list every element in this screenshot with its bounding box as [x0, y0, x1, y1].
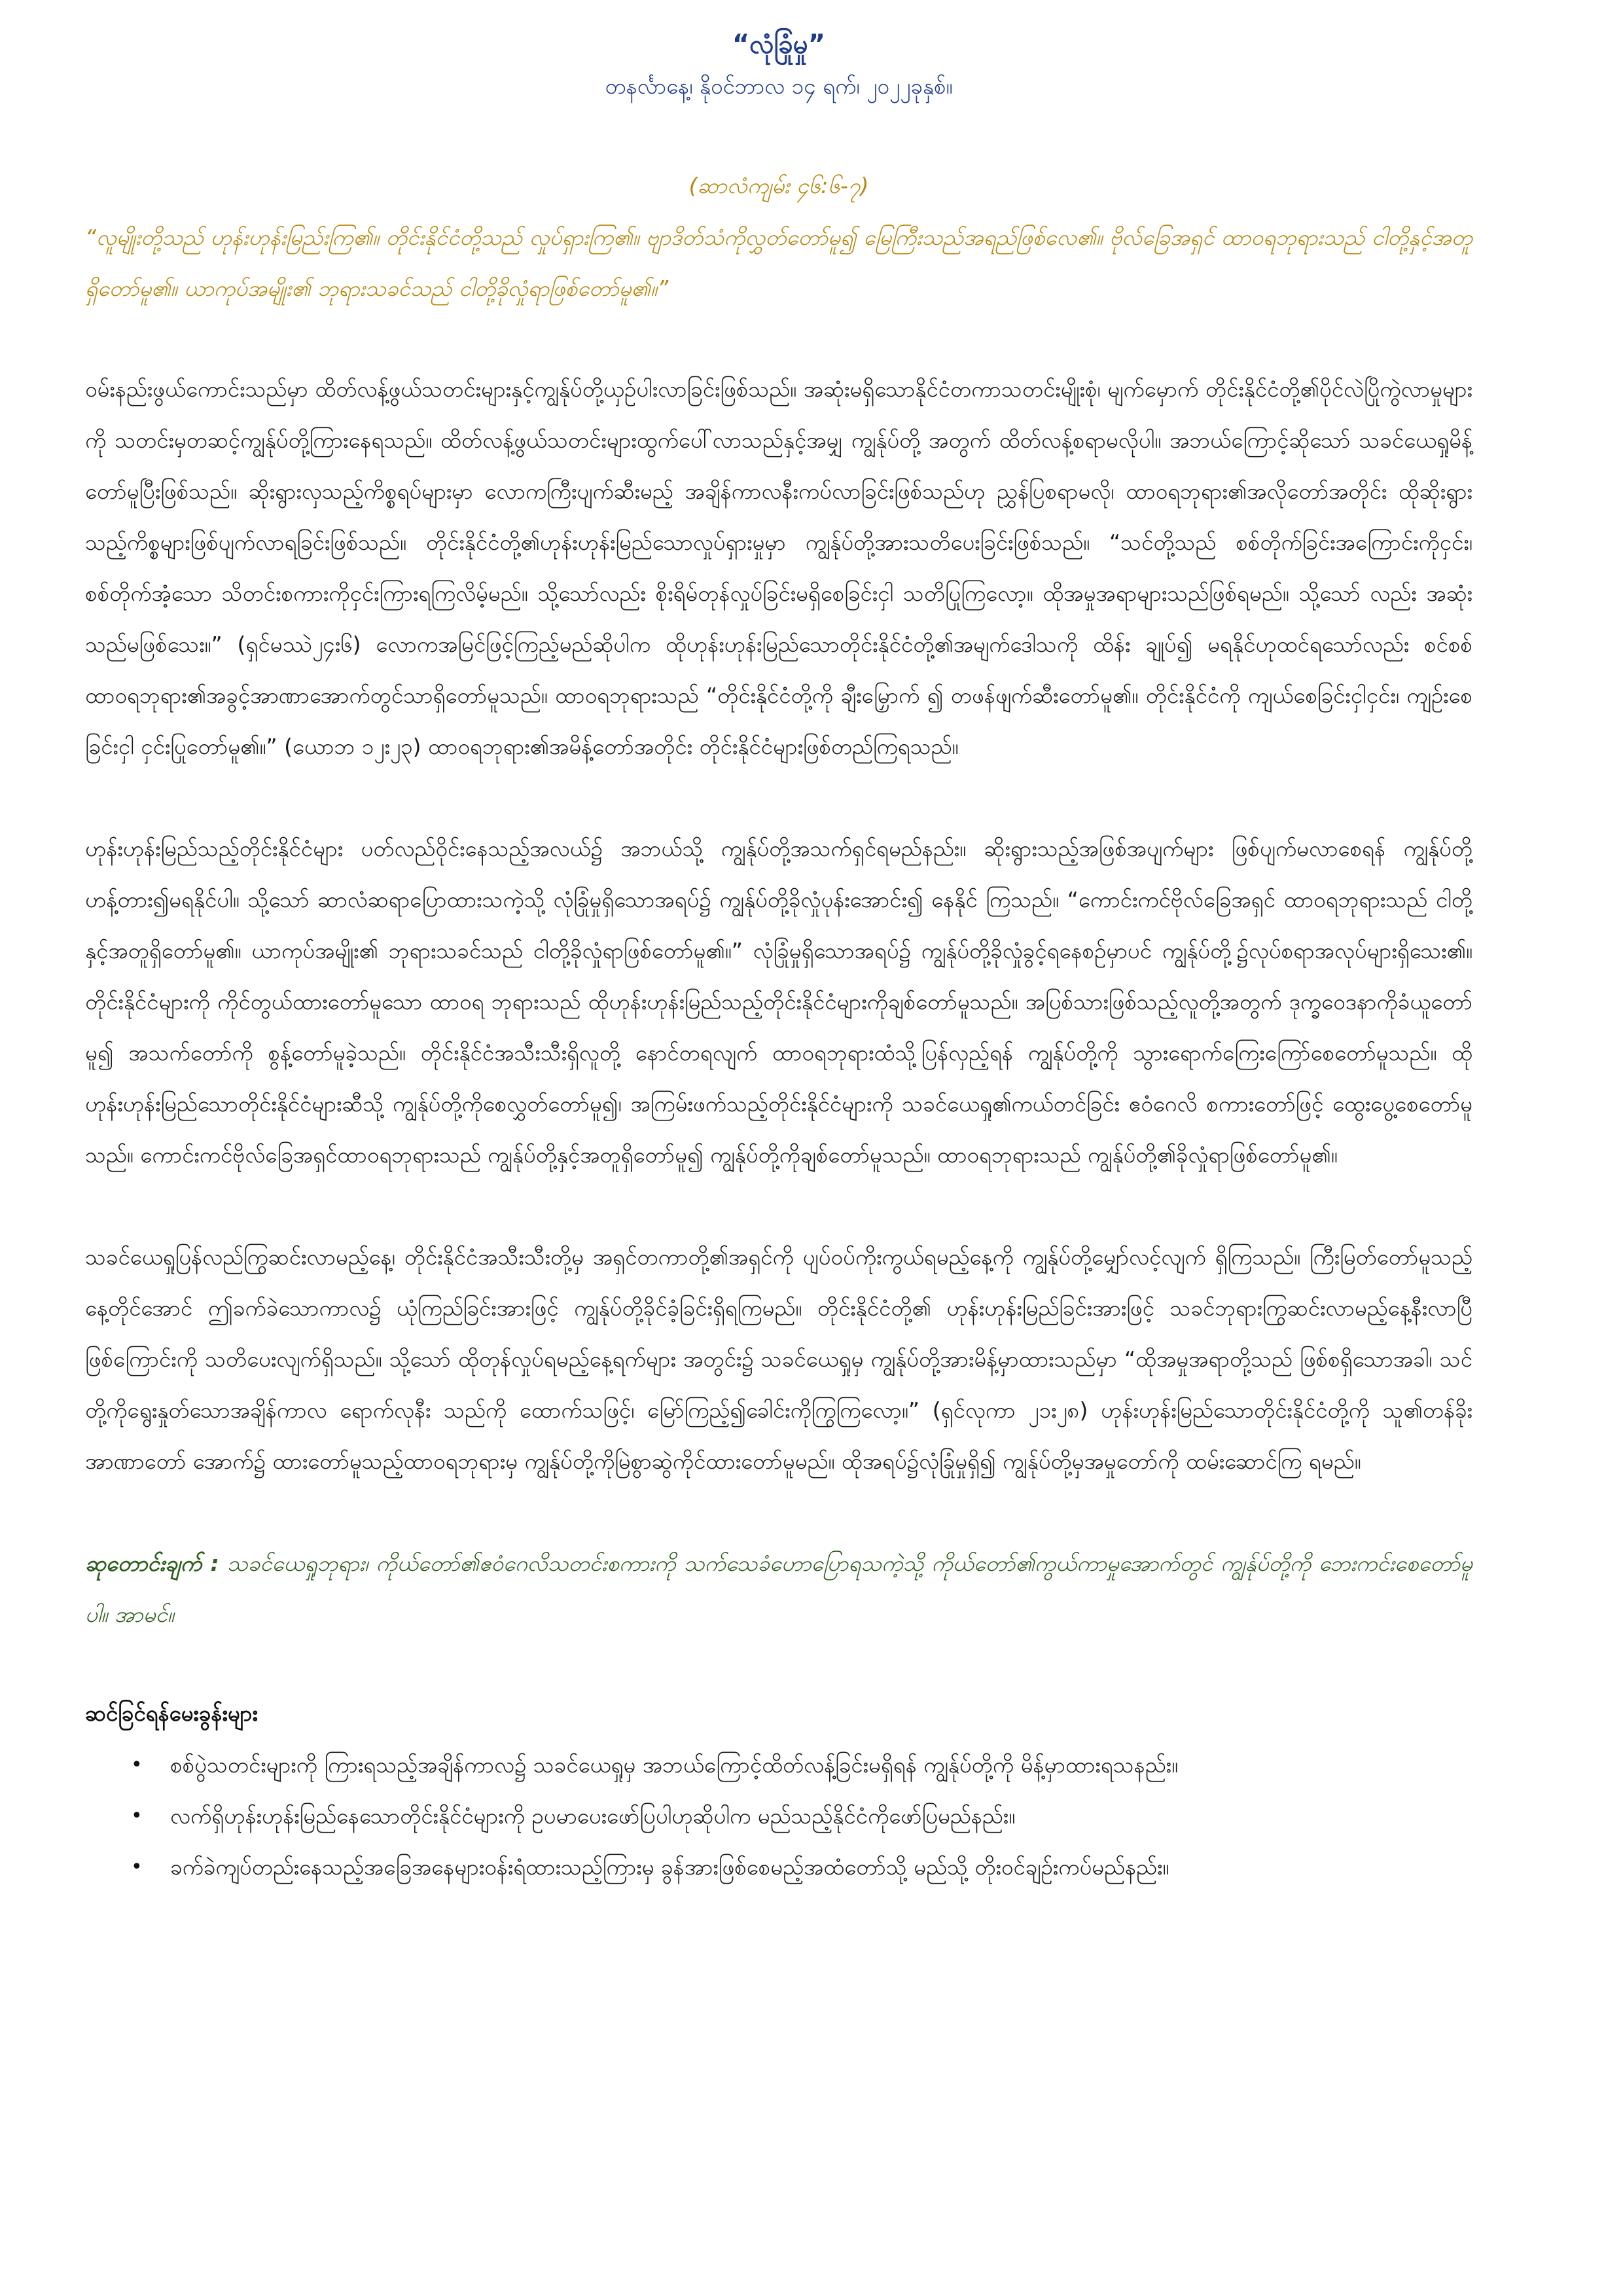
prayer-text: သခင်ယေရှုဘုရား၊ ကိုယ်တော်၏ဧဝံဂေလိသတင်းစကားကို သက်သေခံဟောပြောရသကဲ့သို့ ကိုယ်တော်၏ကွယ်ကာမှုအောက်တွင် ကျွန်ုပ်တို့ကို ဘေးကင်းစေတော်မူပါ။ အာမင်။	[85, 1551, 1473, 1627]
question-text: လက်ရှိဟုန်းဟုန်းမြည်နေသောတိုင်းနိုင်ငံများကို ဥပမာပေးဖော်ပြပါဟုဆိုပါက မည်သည့်နိုင်ငံကိုဖော်ပြမည်နည်း။	[170, 1803, 1016, 1829]
bullet-icon: •	[131, 1753, 143, 1776]
verse-reference: (ဆာလံကျမ်း ၄၆:၆-၇)	[688, 173, 869, 198]
prayer-block	[85, 1538, 1472, 1640]
questions-heading: ဆင်ခြင်ရန်မေးခွန်းများ	[85, 1700, 258, 1726]
page-date: တနင်္လာနေ့၊ နိုဝင်ဘာလ ၁၄ ရက်၊ ၂၀၂၂ခုနှစ်။	[605, 73, 953, 99]
body-paragraph-2: ဟုန်းဟုန်းမြည်သည့်တိုင်းနိုင်ငံများ ပတ်လည်ဝိုင်းနေသည့်အလယ်၌ အဘယ်သို့ ကျွန်ုပ်တို့အသက်ရှင်ရမည်နည်း။ ဆိုးရွားသည့်အဖြစ်အပျက်များ ဖြစ်ပျက်မလာစေရန် ကျွန်ုပ်တို့ဟန့်တား၍မရနိုင်ပါ။ သို့သော် ဆာလံဆရာပြောထားသကဲ့သို့ လုံခြုံမှုရှိသောအရပ်၌ ကျွန်ုပ်တို့ခိုလှုံပုန်းအောင်း၍ နေနိုင် ကြသည်။ “ကောင်းကင်ဗိုလ်ခြေအရှင် ထာဝရဘုရားသည် ငါတို့နှင့်အတူရှိတော်မူ၏။ ယာကုပ်အမျိုး၏ ဘုရားသခင်သည် ငါတို့ခိုလှုံရာဖြစ်တော်မူ၏။” လုံခြုံမှုရှိသောအရပ်၌ ကျွန်ုပ်တို့ခိုလှုံခွင့်ရနေစဉ်မှာပင် ကျွန်ုပ်တို့၌လုပ်စရာအလုပ်များရှိသေး၏။ တိုင်းနိုင်ငံများကို ကိုင်တွယ်ထားတော်မူသော ထာဝရ ဘုရားသည် ထိုဟုန်းဟုန်းမြည်သည့်တိုင်းနိုင်ငံများကိုချစ်တော်မူသည်။ အပြစ်သားဖြစ်သည့်လူတို့အတွက် ဒုက္ခဝေဒနာကိုခံယူတော်မူ၍ အသက်တော်ကို စွန့်တော်မူခဲ့သည်။ တိုင်းနိုင်ငံအသီးသီးရှိလူတို့ နောင်တရလျက် ထာဝရဘုရားထံသို့ပြန်လှည့်ရန် ကျွန်ုပ်တို့ကို သွားရောက်ကြေးကြော်စေတော်မူသည်။ ထိုဟုန်းဟုန်းမြည်သောတိုင်းနိုင်ငံများဆီသို့ ကျွန်ုပ်တို့ကိုစေလွှတ်တော်မူ၍၊ အကြမ်းဖက်သည့်တိုင်းနိုင်ငံများကို သခင်ယေရှု၏ကယ်တင်ခြင်း ဧဝံဂေလိ စကားတော်ဖြင့် ထွေးပွေ့စေတော်မူသည်။ ကောင်းကင်ဗိုလ်ခြေအရှင်ထာဝရဘုရားသည် ကျွန်ုပ်တို့နှင့်အတူရှိတော်မူ၍ ကျွန်ုပ်တို့ကိုချစ်တော်မူသည်။ ထာဝရဘုရားသည် ကျွန်ုပ်တို့၏ခိုလှုံရာဖြစ်တော်မူ၏။	[85, 836, 1472, 1168]
bullet-icon: •	[131, 1856, 143, 1878]
bullet-icon: •	[131, 1804, 143, 1827]
prayer-label: ဆုတောင်းချက် :	[85, 1551, 219, 1576]
page-title: “လုံခြုံမှု”	[732, 29, 826, 60]
body-paragraph-1: ဝမ်းနည်းဖွယ်ကောင်းသည်မှာ ထိတ်လန့်ဖွယ်သတင်းများနှင့်ကျွန်ုပ်တို့ယှဉ်ပါးလာခြင်းဖြစ်သည်။ အဆုံးမရှိသောနိုင်ငံတကာသတင်းမျိုးစုံ၊ မျက်မှောက် တိုင်းနိုင်ငံတို့၏ပိုင်လဲပြိုကွဲလာမှုများကို သတင်းမှတဆင့်ကျွန်ုပ်တို့ကြားနေရသည်။ ထိတ်လန့်ဖွယ်သတင်းများထွက်ပေါ်လာသည်နှင့်အမျှ ကျွန်ုပ်တို့ အတွက် ထိတ်လန့်စရာမလိုပါ။ အဘယ်ကြောင့်ဆိုသော် သခင်ယေရှုမိန့်တော်မူပြီးဖြစ်သည်။ ဆိုးရွားလှသည့်ကိစ္စရပ်များမှာ လောကကြီးပျက်ဆီးမည့် အချိန်ကာလနီးကပ်လာခြင်းဖြစ်သည်ဟု ညွှန်ပြစရာမလို၊ ထာဝရဘုရား၏အလိုတော်အတိုင်း ထိုဆိုးရွားသည့်ကိစ္စများဖြစ်ပျက်လာရခြင်းဖြစ်သည်။ တိုင်းနိုင်ငံတို့၏ဟုန်းဟုန်းမြည်သောလှုပ်ရှားမှုမှာ ကျွန်ုပ်တို့အားသတိပေးခြင်းဖြစ်သည်။ “သင်တို့သည် စစ်တိုက်ခြင်းအကြောင်းကိုငှင်း၊ စစ်တိုက်အံ့သော သိတင်းစကားကိုငှင်းကြားရကြလိမ့်မည်။ သို့သော်လည်း စိုးရိမ်တုန်လှုပ်ခြင်းမရှိစေခြင်းငှါ သတိပြုကြလော့။ ထိုအမှုအရာများသည်ဖြစ်ရမည်။ သို့သော် လည်း အဆုံးသည်မဖြစ်သေး။” (ရှင်မဿဲ၂၄း၆) လောကအမြင်ဖြင့်ကြည့်မည်ဆိုပါက ထိုဟုန်းဟုန်းမြည်သောတိုင်းနိုင်ငံတို့၏အမျက်ဒေါသကို ထိန်း ချုပ်၍ မရနိုင်ဟုထင်ရသော်လည်း စင်စစ်ထာဝရဘုရား၏အခွင့်အာဏာအောက်တွင်သာရှိတော်မူသည်။ ထာဝရဘုရားသည် “တိုင်းနိုင်ငံတို့ကို ချီးမြှောက် ၍ တဖန်ဖျက်ဆီးတော်မူ၏။ တိုင်းနိုင်ငံကို ကျယ်စေခြင်းငှါငှင်း၊ ကျဉ်းစေခြင်းငှါ ငှင်းပြုတော်မူ၏။” (ယောဘ ၁၂း၂၃) ထာဝရဘုရား၏အမိန့်တော်အတိုင်း တိုင်းနိုင်ငံများဖြစ်တည်ကြရသည်။	[85, 376, 1472, 759]
body-paragraph-3: သခင်ယေရှုပြန်လည်ကြွဆင်းလာမည့်နေ့၊ တိုင်းနိုင်ငံအသီးသီးတို့မှ အရှင်တကာတို့၏အရှင်ကို ပျပ်ဝပ်ကိုးကွယ်ရမည့်နေ့ကို ကျွန်ုပ်တို့မျှော်လင့်လျက် ရှိကြသည်။ ကြီးမြတ်တော်မူသည့်နေ့တိုင်အောင် ဤခက်ခဲသောကာလ၌ ယုံကြည်ခြင်းအားဖြင့် ကျွန်ုပ်တို့ခိုင်ခံ့ခြင်းရှိရကြမည်။ တိုင်းနိုင်ငံတို့၏ ဟုန်းဟုန်းမြည်ခြင်းအားဖြင့် သခင်ဘုရားကြွဆင်းလာမည့်နေ့နီးလာပြီဖြစ်ကြောင်းကို သတိပေးလျက်ရှိသည်။ သို့သော် ထိုတုန်လှုပ်ရမည့်နေ့ရက်များ အတွင်း၌ သခင်ယေရှုမှ ကျွန်ုပ်တို့အားမိန့်မှာထားသည်မှာ “ထိုအမှုအရာတို့သည် ဖြစ်စရှိသောအခါ၊ သင်တို့ကိုရွေးနှုတ်သောအချိန်ကာလ ရောက်လုနီး သည်ကို ထောက်သဖြင့်၊ မြော်ကြည့်၍ခေါင်းကိုကြွကြလော့။” (ရှင်လုကာ ၂၁း၂၈) ဟုန်းဟုန်းမြည်သောတိုင်းနိုင်ငံတို့ကို သူ၏တန်ခိုးအာဏာတော် အောက်၌ ထားတော်မူသည့်ထာဝရဘုရားမှ ကျွန်ုပ်တို့ကိုမြဲစွာဆွဲကိုင်ထားတော်မူမည်။ ထိုအရပ်၌လုံခြုံမှုရှိ၍ ကျွန်ုပ်တို့မှအမှုတော်ကို ထမ်းဆောင်ကြ ရမည်။	[85, 1244, 1472, 1474]
question-text: စစ်ပွဲသတင်းများကို ကြားရသည့်အချိန်ကာလ၌ သခင်ယေရှုမှ အဘယ်ကြောင့်ထိတ်လန့်ခြင်းမရှိရန် ကျွန်ုပ်တို့ကို မိန့်မှာထားရသနည်း။	[170, 1752, 1178, 1778]
list-item	[131, 1842, 1472, 1893]
question-text: ခက်ခဲကျပ်တည်းနေသည့်အခြေအနေများဝန်းရံထားသည့်ကြားမှ ခွန်အားဖြစ်စေမည့်အထံတော်သို့ မည်သို့ တိုးဝင်ချဉ်းကပ်မည်နည်း။	[170, 1854, 1169, 1880]
list-item	[131, 1791, 1472, 1842]
verse-text: “လူမျိုးတို့သည် ဟုန်းဟုန်းမြည်းကြ၏။ တိုင်းနိုင်ငံတို့သည် လှုပ်ရှားကြ၏။ ဗျာဒိတ်သံကိုလွှတ်တော်မူ၍ မြေကြီးသည်အရည်ဖြစ်လေ၏။ ဗိုလ်ခြေအရှင် ထာဝရဘုရားသည် ငါတို့နှင့်အတူရှိတော်မူ၏။ ယာကုပ်အမျိုး၏ ဘုရားသခင်သည် ငါတို့ခိုလှုံရာဖြစ်တော်မူ၏။”	[85, 224, 1472, 301]
questions-list	[85, 1740, 1472, 1893]
list-item	[131, 1740, 1472, 1791]
